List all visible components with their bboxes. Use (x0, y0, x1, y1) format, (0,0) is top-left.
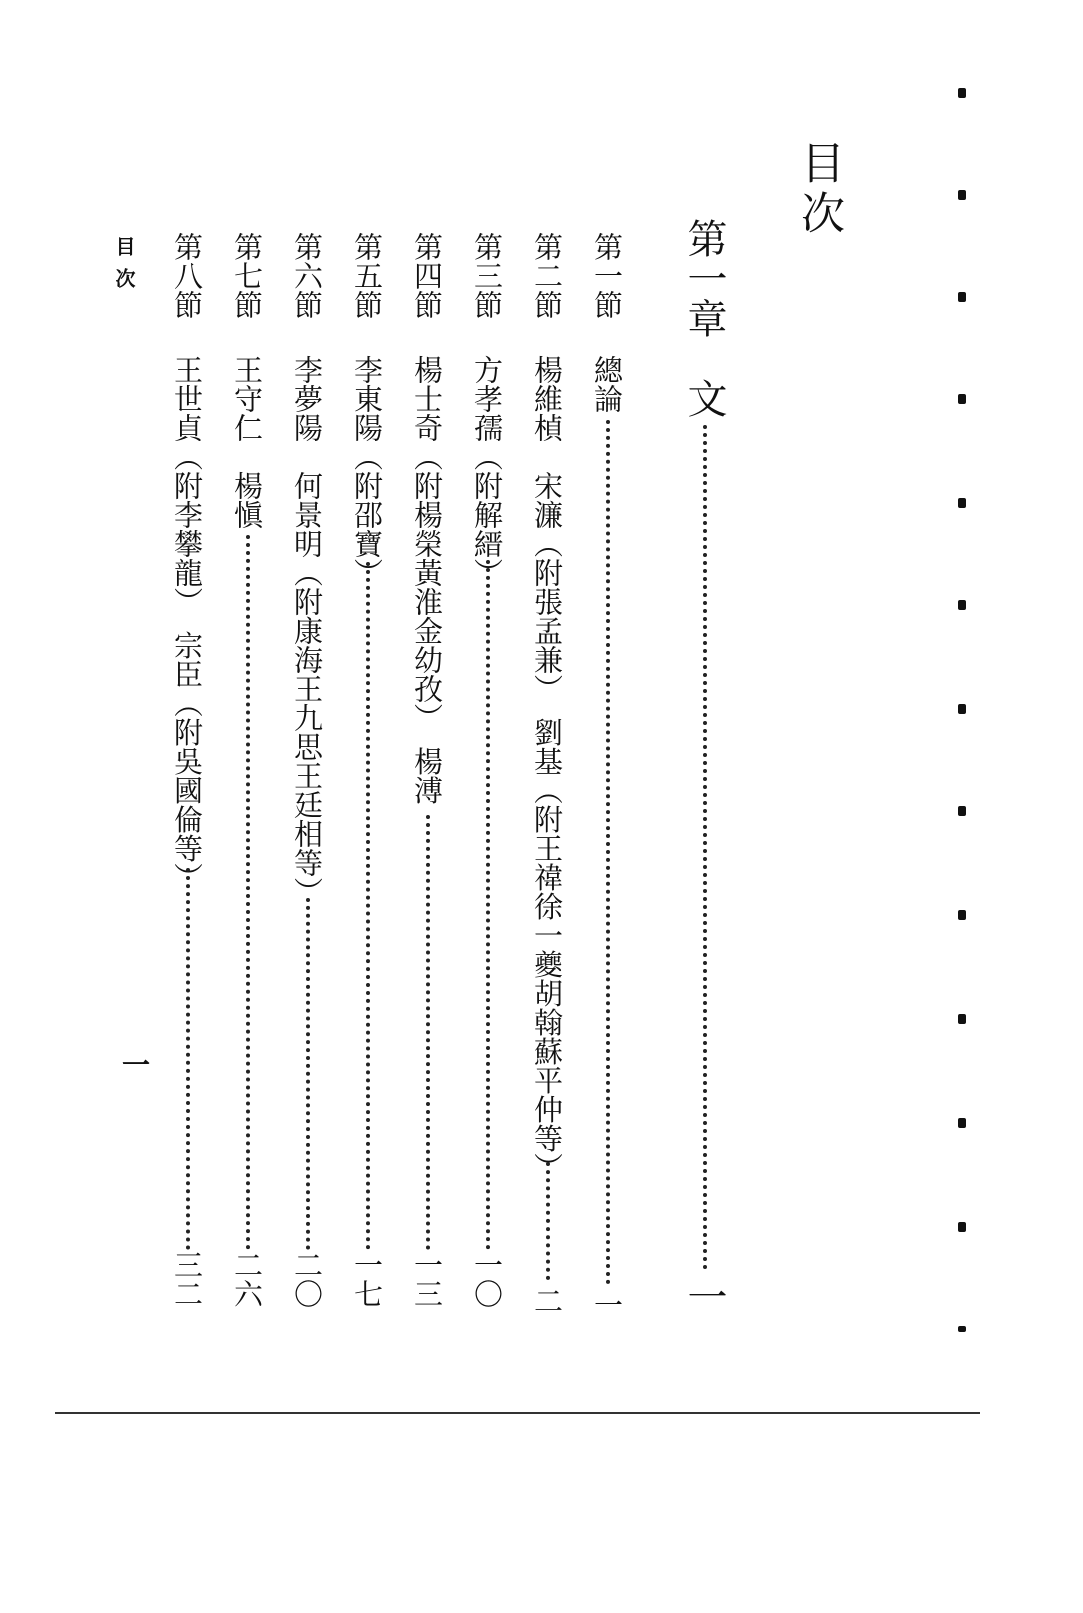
section-number: 第七節 (230, 232, 264, 319)
section-title: 李夢陽 何景明（附康海王九思王廷相等） (290, 355, 324, 906)
section-number: 第五節 (350, 232, 384, 319)
binding-dot (958, 88, 966, 98)
binding-dot (958, 910, 966, 920)
section-page-number: 二〇 (290, 1250, 324, 1308)
section-page-number: 一 (590, 1290, 624, 1319)
section-number: 第三節 (470, 232, 504, 319)
section-title: 王世貞（附李攀龍） 宗臣（附吳國倫等） (170, 355, 204, 892)
dot-leader (186, 868, 190, 1250)
section-page-number: 二六 (230, 1250, 264, 1308)
dot-leader (606, 420, 610, 1285)
section-title: 楊維楨 宋濂（附張孟兼） 劉基（附王禕徐一夔胡翰蘇平仲等） (530, 355, 564, 1182)
binding-dot (958, 1222, 966, 1232)
binding-dot (958, 1326, 966, 1332)
section-title: 方孝孺（附解縉） (470, 355, 504, 587)
section-number: 第一節 (590, 232, 624, 319)
section-number: 第四節 (410, 232, 444, 319)
running-head: 目次 (112, 236, 136, 300)
section-number: 第八節 (170, 232, 204, 319)
binding-dot (958, 1014, 966, 1024)
dot-leader (306, 898, 310, 1250)
section-title: 總論 (590, 355, 624, 413)
binding-dot (958, 394, 966, 404)
binding-dot (958, 1118, 966, 1128)
dot-leader (426, 815, 430, 1250)
dot-leader (703, 425, 707, 1270)
folio-page-number: 一 (118, 1050, 151, 1078)
chapter-label: 第一章 文 (681, 218, 727, 418)
dot-leader (546, 1162, 550, 1280)
chapter-page-number: 一 (681, 1276, 727, 1316)
section-number: 第二節 (530, 232, 564, 319)
dot-leader (366, 562, 370, 1250)
page-title: 目次 (793, 140, 844, 240)
section-page-number: 一〇 (470, 1250, 504, 1308)
binding-dot (958, 704, 966, 714)
binding-dot (958, 806, 966, 816)
binding-dot (958, 498, 966, 508)
section-title: 王守仁 楊愼 (230, 355, 264, 529)
section-page-number: 一三 (410, 1250, 444, 1308)
section-page-number: 三二 (170, 1250, 204, 1308)
section-title: 李東陽（附邵寶） (350, 355, 384, 587)
dot-leader (246, 535, 250, 1250)
dot-leader (486, 560, 490, 1250)
binding-dot (958, 190, 966, 200)
section-page-number: 二 (530, 1286, 564, 1315)
section-title: 楊士奇（附楊榮黃淮金幼孜） 楊溥 (410, 355, 444, 805)
bottom-rule (55, 1412, 980, 1414)
section-page-number: 一七 (350, 1250, 384, 1308)
section-number: 第六節 (290, 232, 324, 319)
binding-dot (958, 600, 966, 610)
binding-dot (958, 292, 966, 302)
